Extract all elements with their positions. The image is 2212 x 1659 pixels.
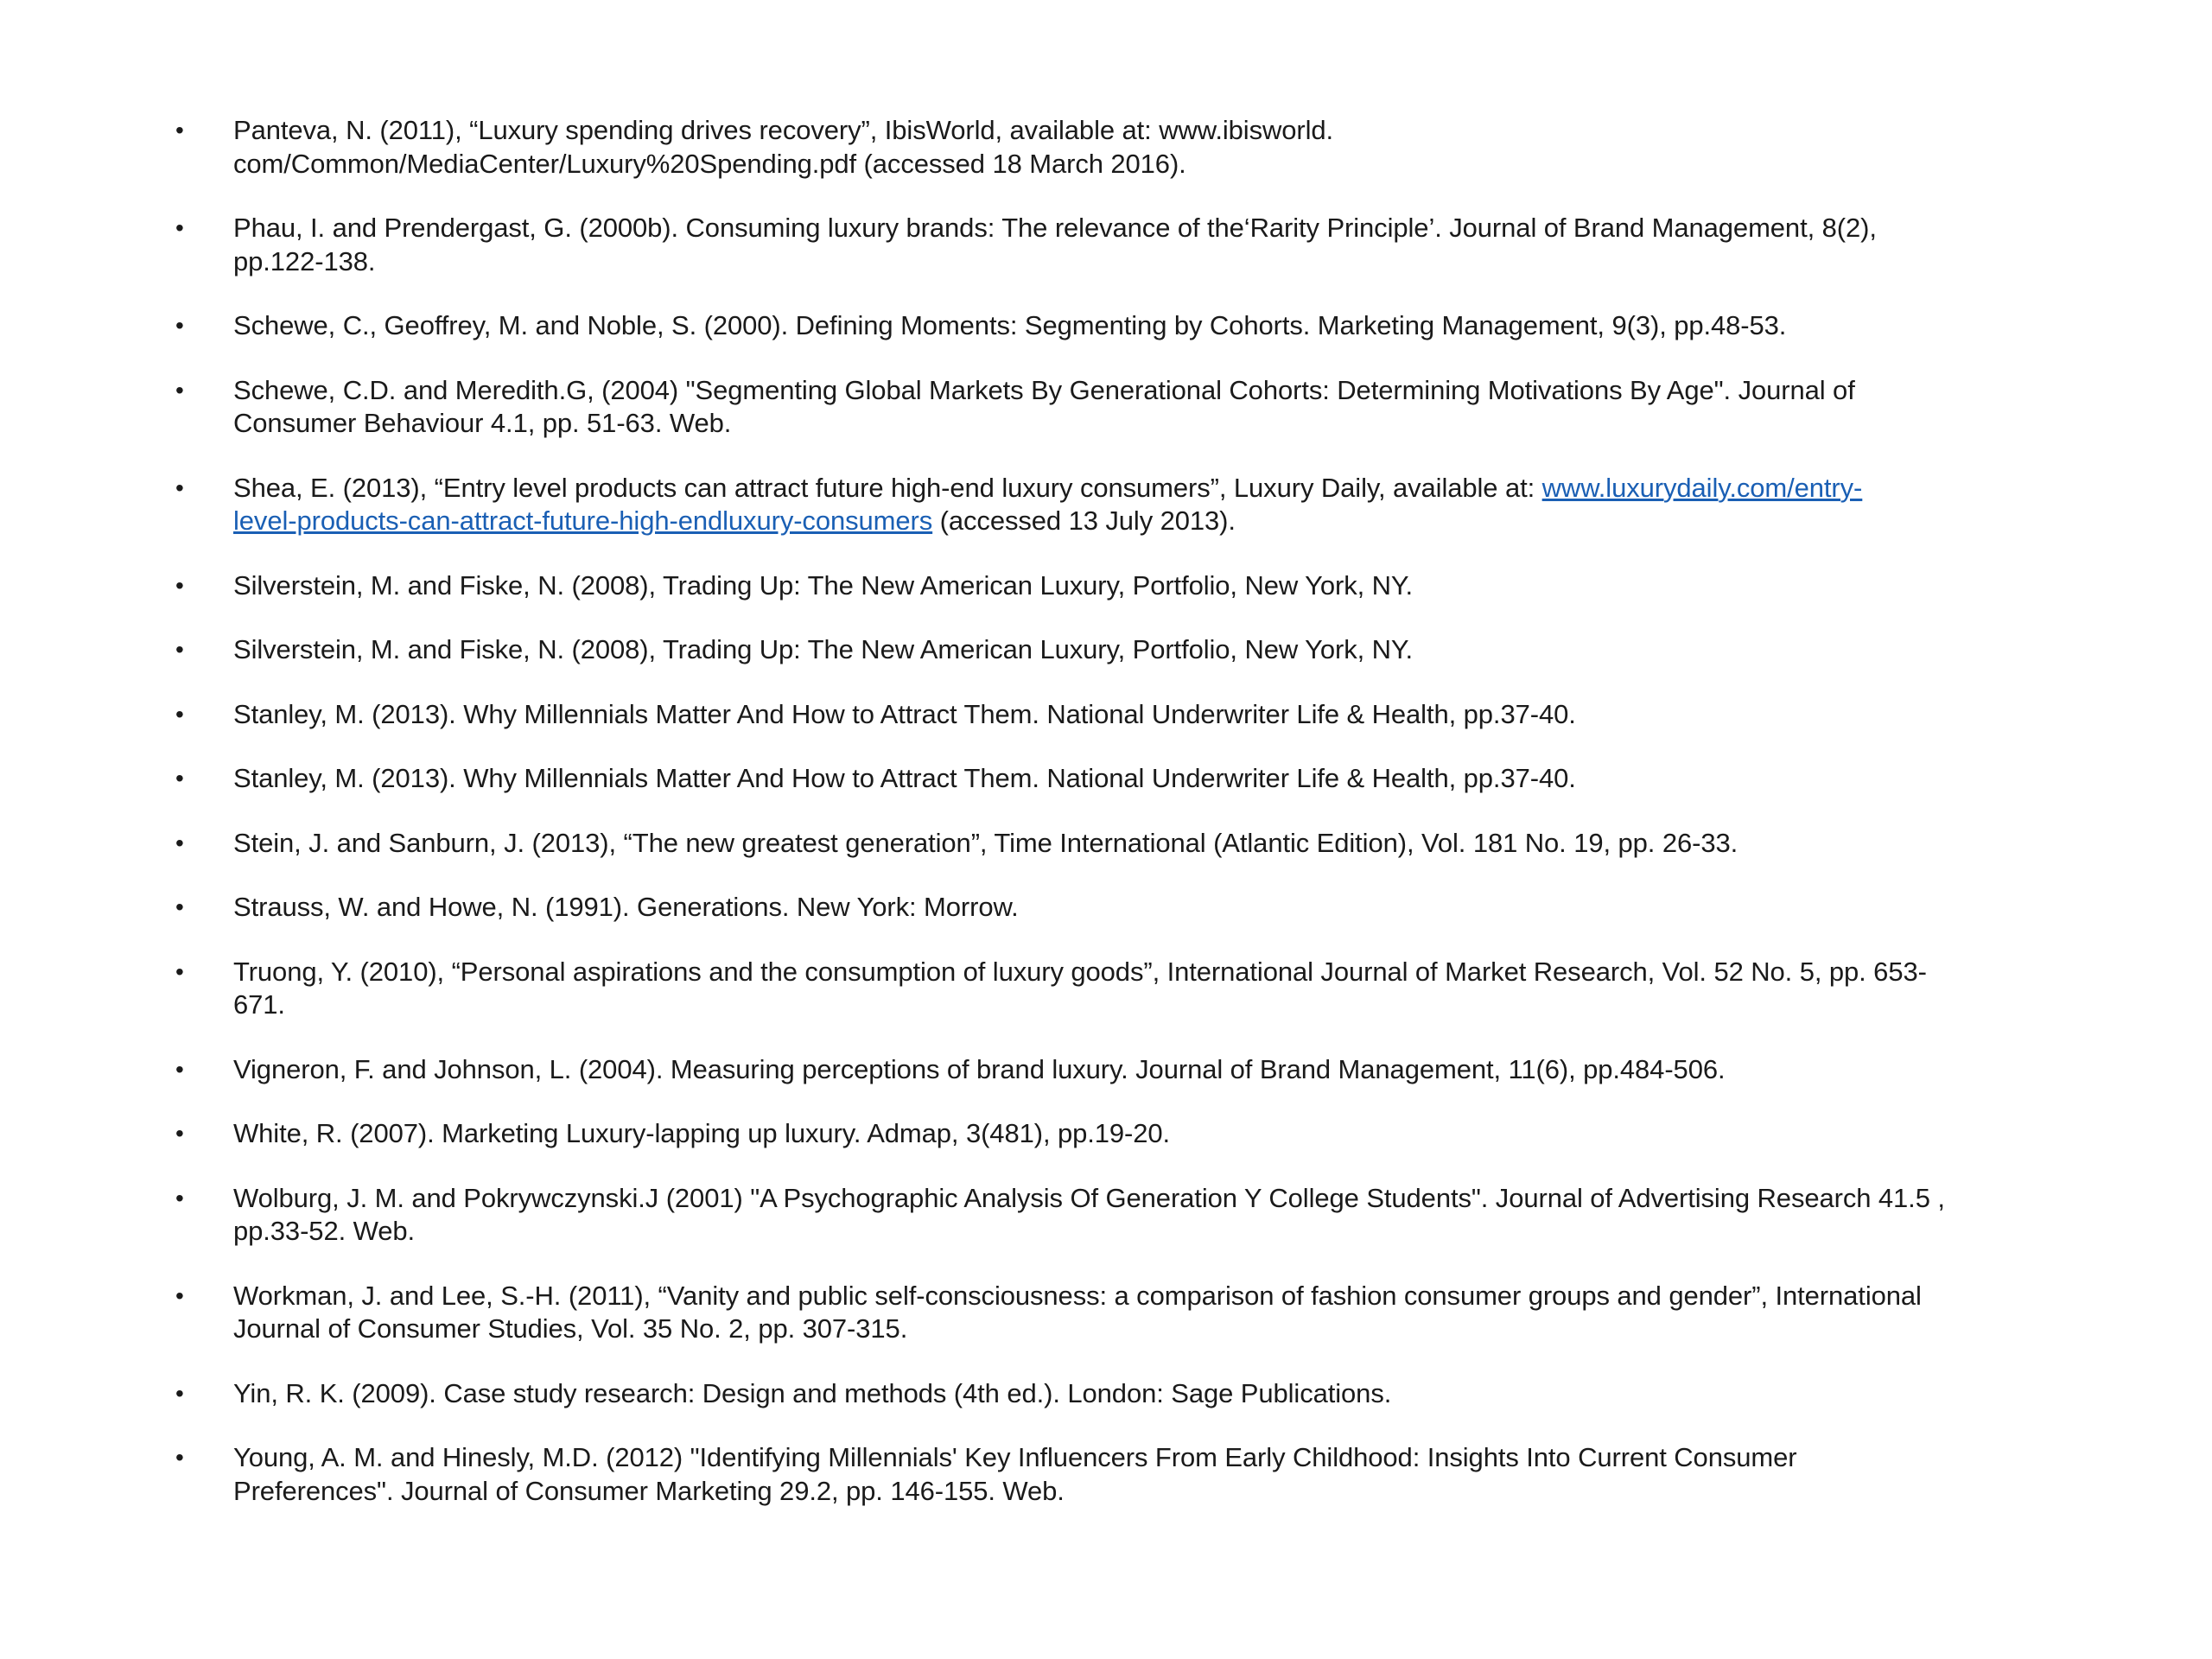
bullet-icon: • [175,1281,184,1309]
bullet-icon: • [175,765,184,791]
bullet-icon: • [175,636,184,663]
reference-item-vigneron [169,1053,2070,1087]
reference-item-young [169,1441,2070,1508]
bullet-icon: • [175,1444,184,1471]
reference-text: Workman, J. and Lee, S.-H. (2011), “Vanity and public self-consciousness: a comparison of fashion consumer groups and gender”, International [233,1280,1922,1311]
reference-text: Vigneron, F. and Johnson, L. (2004). Measuring perceptions of brand luxury. Journal of Brand Management, 11(6), pp.484-506. [233,1053,1726,1084]
reference-item-silverstein-1 [169,569,2070,603]
reference-text: Panteva, N. (2011), “Luxury spending drives recovery”, IbisWorld, available at: www.ibisworld. [233,115,1334,145]
reference-text: Stein, J. and Sanburn, J. (2013), “The new greatest generation”, Time International (Atlantic Edition), Vol. 181 No. 19, pp. 26-33. [233,827,1738,858]
bullet-icon: • [175,214,184,241]
bullet-icon: • [175,571,184,599]
reference-item-shea [169,472,2070,538]
reference-text-continued: Journal of Consumer Studies, Vol. 35 No. 2, pp. 307-315. [233,1313,908,1344]
bullet-icon: • [175,1055,184,1083]
bullet-icon: • [175,474,184,501]
reference-text: Stanley, M. (2013). Why Millennials Matter And How to Attract Them. National Underwriter Life & Health, pp.37-40. [233,763,1576,793]
reference-item-workman [169,1280,2070,1346]
reference-text: White, R. (2007). Marketing Luxury-lapping up luxury. Admap, 3(481), pp.19-20. [233,1118,1171,1148]
reference-item-yin [169,1377,2070,1411]
reference-text-continued: pp.122-138. [233,245,376,276]
reference-item-phau [169,212,2070,278]
reference-text: Strauss, W. and Howe, N. (1991). Generations. New York: Morrow. [233,892,1019,922]
bullet-icon: • [175,1184,184,1211]
reference-text-after-link: (accessed 13 July 2013). [932,505,1236,536]
bullet-icon: • [175,829,184,856]
reference-text: Truong, Y. (2010), “Personal aspirations and the consumption of luxury goods”, International Journal of Market Research, Vol. 52 No. 5, pp. 653- [233,956,1927,987]
reference-text: Yin, R. K. (2009). Case study research: Design and methods (4th ed.). London: Sage Publications. [233,1377,1392,1408]
reference-item-schewe-2000 [169,309,2070,343]
reference-text-continued: Consumer Behaviour 4.1, pp. 51-63. Web. [233,408,732,438]
reference-item-stein [169,827,2070,861]
reference-text: Schewe, C.D. and Meredith.G, (2004) "Segmenting Global Markets By Generational Cohorts: Determining Motivations By Age". Journal of [233,374,1855,405]
reference-text: Wolburg, J. M. and Pokrywczynski.J (2001) "A Psychographic Analysis Of Generation Y College Students". Journal of Advertising Research 41.5 , [233,1182,1945,1213]
reference-text: Schewe, C., Geoffrey, M. and Noble, S. (2000). Defining Moments: Segmenting by Cohorts. Marketing Management, 9(3), pp.48-53. [233,310,1787,340]
reference-item-panteva [169,114,2070,181]
bullet-icon: • [175,957,184,985]
reference-text-continued: pp.33-52. Web. [233,1216,415,1246]
reference-text: Silverstein, M. and Fiske, N. (2008), Trading Up: The New American Luxury, Portfolio, New York, NY. [233,634,1414,664]
bullet-icon: • [175,312,184,339]
bullet-icon: • [175,1379,184,1407]
reference-item-schewe-2004 [169,374,2070,441]
reference-text-continued: Preferences". Journal of Consumer Marketing 29.2, pp. 146-155. Web. [233,1475,1065,1506]
bullet-icon: • [175,893,184,920]
bullet-icon: • [175,117,184,143]
reference-item-wolburg [169,1182,2070,1249]
reference-text: Phau, I. and Prendergast, G. (2000b). Consuming luxury brands: The relevance of the‘Rarity Principle’. Journal of Brand Management, 8(2), [233,213,1877,243]
reference-text: Young, A. M. and Hinesly, M.D. (2012) "Identifying Millennials' Key Influencers From Early Childhood: Insights Into Current Consumer [233,1442,1797,1472]
reference-item-white [169,1117,2070,1151]
reference-text: Shea, E. (2013), “Entry level products can attract future high-end luxury consumers”, Luxury Daily, available at: [233,472,1542,503]
reference-item-stanley-1 [169,698,2070,732]
bullet-icon: • [175,376,184,404]
bullet-icon: • [175,700,184,728]
reference-link-part2[interactable]: level-products-can-attract-future-high-endluxury-consumers [233,505,933,536]
reference-text: Stanley, M. (2013). Why Millennials Matter And How to Attract Them. National Underwriter Life & Health, pp.37-40. [233,698,1576,729]
reference-item-silverstein-2 [169,633,2070,667]
reference-list [169,114,2070,1539]
reference-text: Silverstein, M. and Fiske, N. (2008), Trading Up: The New American Luxury, Portfolio, New York, NY. [233,569,1414,601]
reference-item-strauss [169,891,2070,925]
reference-text-continued: 671. [233,989,285,1020]
reference-text-continued: com/Common/MediaCenter/Luxury%20Spending.pdf (accessed 18 March 2016). [233,148,1186,179]
reference-link-part1[interactable]: www.luxurydaily.com/entry- [1541,472,1863,503]
bullet-icon: • [175,1120,184,1147]
reference-item-stanley-2 [169,762,2070,796]
reference-item-truong [169,956,2070,1022]
